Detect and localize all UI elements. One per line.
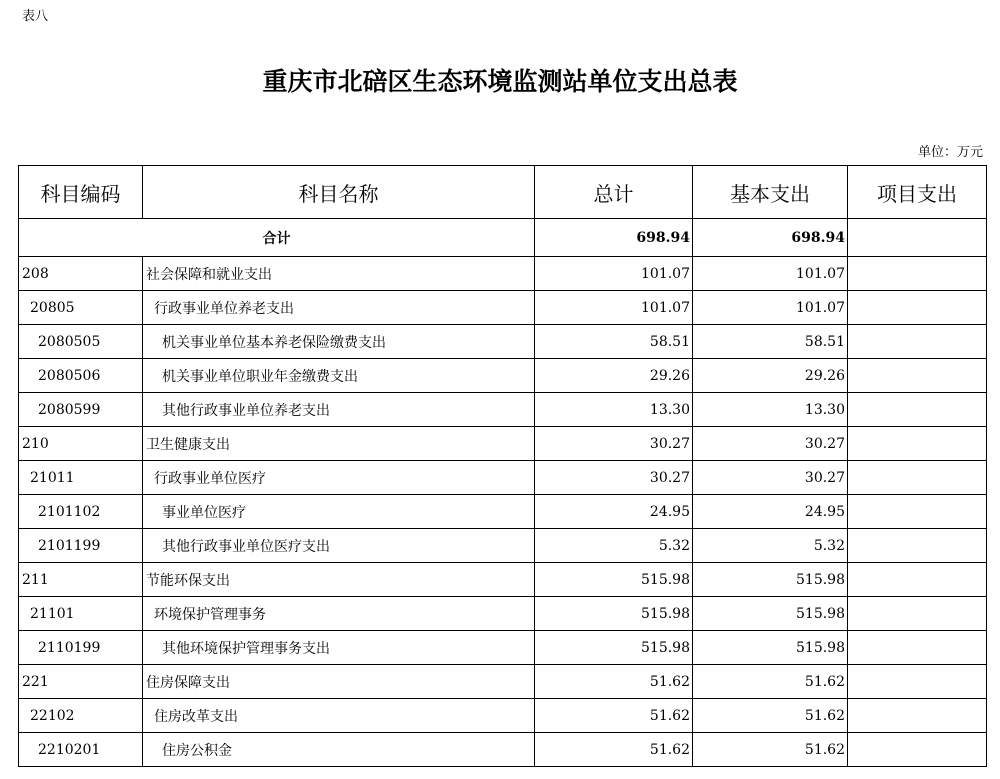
total-project (848, 219, 987, 257)
row-code: 2110199 (19, 631, 143, 665)
table-row (19, 325, 987, 359)
row-total: 51.62 (535, 699, 693, 733)
header-row (19, 166, 987, 219)
row-basic: 51.62 (693, 665, 848, 699)
row-project (848, 699, 987, 733)
row-total: 5.32 (535, 529, 693, 563)
row-total: 30.27 (535, 461, 693, 495)
row-total: 24.95 (535, 495, 693, 529)
row-code: 2101102 (19, 495, 143, 529)
row-name: 社会保障和就业支出 (143, 257, 535, 291)
row-code: 210 (19, 427, 143, 461)
row-total: 58.51 (535, 325, 693, 359)
total-total: 698.94 (535, 219, 693, 257)
row-code: 208 (19, 257, 143, 291)
row-basic: 51.62 (693, 699, 848, 733)
row-project (848, 257, 987, 291)
row-name: 其他行政事业单位养老支出 (143, 393, 535, 427)
row-basic: 58.51 (693, 325, 848, 359)
row-project (848, 631, 987, 665)
row-project (848, 665, 987, 699)
row-total: 101.07 (535, 257, 693, 291)
table-row (19, 597, 987, 631)
header-name: 科目名称 (143, 166, 535, 219)
row-project (848, 563, 987, 597)
total-label: 合计 (19, 219, 535, 257)
row-code: 22102 (19, 699, 143, 733)
row-name: 其他行政事业单位医疗支出 (143, 529, 535, 563)
row-basic: 51.62 (693, 733, 848, 767)
row-code: 221 (19, 665, 143, 699)
table-row (19, 631, 987, 665)
total-row (19, 219, 987, 257)
total-basic: 698.94 (693, 219, 848, 257)
table-row (19, 665, 987, 699)
row-total: 29.26 (535, 359, 693, 393)
header-project: 项目支出 (848, 166, 987, 219)
row-project (848, 597, 987, 631)
row-total: 515.98 (535, 597, 693, 631)
row-code: 2080505 (19, 325, 143, 359)
row-basic: 30.27 (693, 427, 848, 461)
row-basic: 515.98 (693, 597, 848, 631)
row-name: 卫生健康支出 (143, 427, 535, 461)
row-basic: 515.98 (693, 631, 848, 665)
row-code: 20805 (19, 291, 143, 325)
row-total: 101.07 (535, 291, 693, 325)
row-code: 2210201 (19, 733, 143, 767)
table-row (19, 699, 987, 733)
row-basic: 515.98 (693, 563, 848, 597)
table-row (19, 461, 987, 495)
row-project (848, 291, 987, 325)
row-project (848, 461, 987, 495)
row-code: 21101 (19, 597, 143, 631)
page-title: 重庆市北碚区生态环境监测站单位支出总表 (262, 67, 738, 96)
row-name: 节能环保支出 (143, 563, 535, 597)
header-basic: 基本支出 (693, 166, 848, 219)
row-basic: 13.30 (693, 393, 848, 427)
row-name: 行政事业单位养老支出 (143, 291, 535, 325)
row-total: 30.27 (535, 427, 693, 461)
row-code: 211 (19, 563, 143, 597)
row-name: 其他环境保护管理事务支出 (143, 631, 535, 665)
row-name: 住房改革支出 (143, 699, 535, 733)
table-row (19, 495, 987, 529)
table-row (19, 427, 987, 461)
row-name: 事业单位医疗 (143, 495, 535, 529)
row-code: 2080506 (19, 359, 143, 393)
row-total: 515.98 (535, 563, 693, 597)
row-total: 51.62 (535, 665, 693, 699)
expenditure-table (18, 165, 987, 767)
row-total: 515.98 (535, 631, 693, 665)
document-label: 表八 (22, 9, 49, 24)
header-code: 科目编码 (19, 166, 143, 219)
row-project (848, 359, 987, 393)
row-name: 环境保护管理事务 (143, 597, 535, 631)
table-row (19, 359, 987, 393)
row-name: 机关事业单位基本养老保险缴费支出 (143, 325, 535, 359)
table-row (19, 733, 987, 767)
table-row (19, 529, 987, 563)
row-project (848, 529, 987, 563)
row-total: 51.62 (535, 733, 693, 767)
row-code: 21011 (19, 461, 143, 495)
row-basic: 30.27 (693, 461, 848, 495)
table-row (19, 291, 987, 325)
row-code: 2080599 (19, 393, 143, 427)
row-name: 机关事业单位职业年金缴费支出 (143, 359, 535, 393)
row-name: 住房公积金 (143, 733, 535, 767)
row-project (848, 393, 987, 427)
table-row (19, 563, 987, 597)
row-project (848, 427, 987, 461)
row-basic: 101.07 (693, 257, 848, 291)
table-row (19, 257, 987, 291)
row-basic: 24.95 (693, 495, 848, 529)
row-basic: 5.32 (693, 529, 848, 563)
row-project (848, 733, 987, 767)
row-code: 2101199 (19, 529, 143, 563)
row-name: 住房保障支出 (143, 665, 535, 699)
unit-label: 单位：万元 (917, 145, 983, 160)
row-project (848, 325, 987, 359)
row-basic: 29.26 (693, 359, 848, 393)
row-name: 行政事业单位医疗 (143, 461, 535, 495)
table-row (19, 393, 987, 427)
row-project (848, 495, 987, 529)
header-total: 总计 (535, 166, 693, 219)
row-basic: 101.07 (693, 291, 848, 325)
row-total: 13.30 (535, 393, 693, 427)
